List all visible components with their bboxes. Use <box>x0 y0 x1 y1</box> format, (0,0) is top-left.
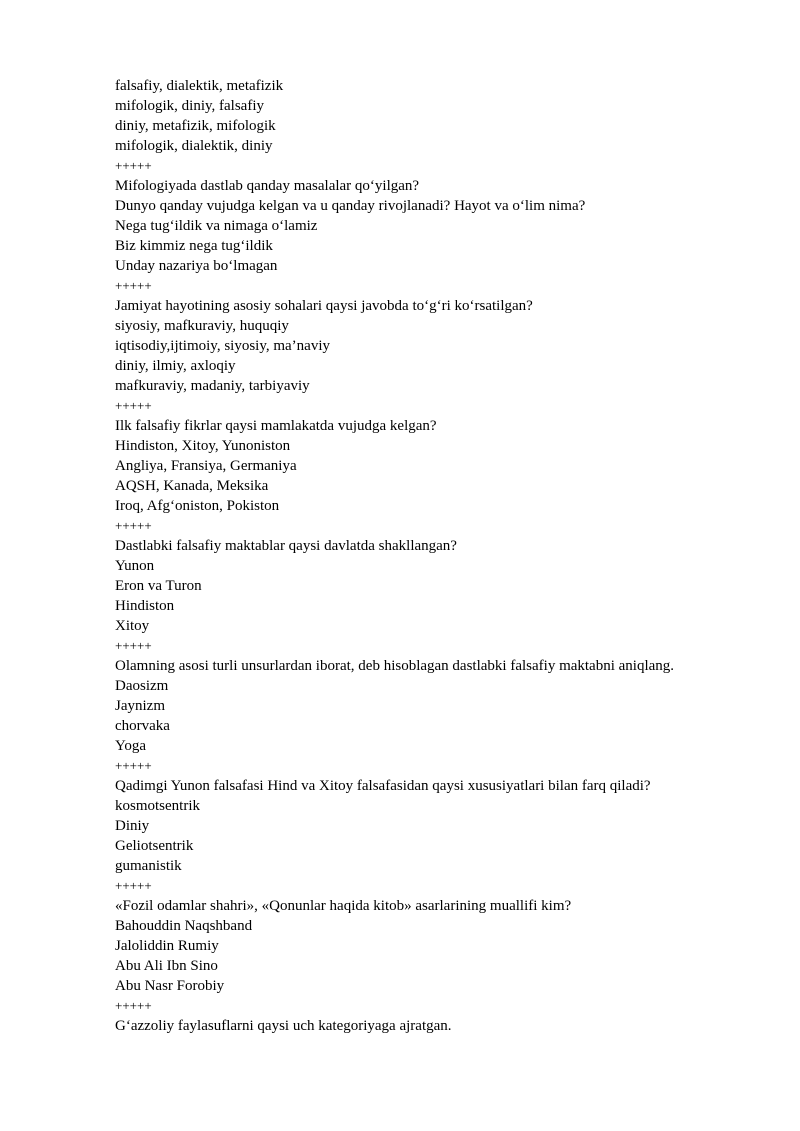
answer-option: iqtisodiy,ijtimoiy, siyosiy, ma’naviy <box>115 338 330 354</box>
question-text: G‘azzoliy faylasuflarni qaysi uch kategoriyaga ajratgan. <box>115 1018 452 1034</box>
question-separator: +++++ <box>115 998 152 1013</box>
question-separator: +++++ <box>115 758 152 773</box>
question-separator: +++++ <box>115 278 152 293</box>
answer-option: mafkuraviy, madaniy, tarbiyaviy <box>115 378 310 394</box>
answer-option: chorvaka <box>115 718 170 734</box>
answer-option: mifologik, diniy, falsafiy <box>115 98 265 114</box>
answer-option: Jaloliddin Rumiy <box>115 938 219 954</box>
question-text: Qadimgi Yunon falsafasi Hind va Xitoy falsafasidan qaysi xususiyatlari bilan farq qiladi? <box>115 778 651 794</box>
answer-option: Xitoy <box>115 618 150 634</box>
answer-option: Geliotsentrik <box>115 838 194 854</box>
question-text: Olamning asosi turli unsurlardan iborat, deb hisoblagan dastlabki falsafiy maktabni aniqlang. <box>115 658 675 674</box>
question-separator: +++++ <box>115 158 152 173</box>
question-separator: +++++ <box>115 878 152 893</box>
answer-option: Unday nazariya bo‘lmagan <box>115 258 278 274</box>
question-separator: +++++ <box>115 398 152 413</box>
question-separator: +++++ <box>115 518 152 533</box>
answer-option: Jaynizm <box>115 698 165 714</box>
answer-option: Yoga <box>115 738 146 754</box>
answer-option: diniy, metafizik, mifologik <box>115 118 276 134</box>
answer-option: Hindiston <box>115 598 175 614</box>
answer-option: AQSH, Kanada, Meksika <box>115 478 269 494</box>
document-text-block <box>115 76 775 1036</box>
answer-option: Angliya, Fransiya, Germaniya <box>115 458 297 474</box>
answer-option: gumanistik <box>115 858 182 874</box>
answer-option: Dunyo qanday vujudga kelgan va u qanday rivojlanadi? Hayot va o‘lim nima? <box>115 198 586 214</box>
answer-option: mifologik, dialektik, diniy <box>115 138 273 154</box>
question-text: Dastlabki falsafiy maktablar qaysi davlatda shakllangan? <box>115 538 457 554</box>
answer-option: Iroq, Afg‘oniston, Pokiston <box>115 498 280 514</box>
answer-option: diniy, ilmiy, axloqiy <box>115 358 236 374</box>
answer-option: Hindiston, Xitoy, Yunoniston <box>115 438 291 454</box>
question-text: «Fozil odamlar shahri», «Qonunlar haqida kitob» asarlarining muallifi kim? <box>115 898 572 914</box>
answer-option: Abu Nasr Forobiy <box>115 978 225 994</box>
answer-option: Bahouddin Naqshband <box>115 918 253 934</box>
answer-option: Yunon <box>115 558 155 574</box>
answer-option: falsafiy, dialektik, metafizik <box>115 78 284 94</box>
question-separator: +++++ <box>115 638 152 653</box>
question-text: Mifologiyada dastlab qanday masalalar qo‘yilgan? <box>115 178 420 194</box>
answer-option: Biz kimmiz nega tug‘ildik <box>115 238 273 254</box>
answer-option: Nega tug‘ildik va nimaga o‘lamiz <box>115 218 318 234</box>
answer-option: Abu Ali Ibn Sino <box>115 958 218 974</box>
answer-option: kosmotsentrik <box>115 798 200 814</box>
answer-option: Eron va Turon <box>115 578 202 594</box>
answer-option: Daosizm <box>115 678 169 694</box>
question-text: Jamiyat hayotining asosiy sohalari qaysi javobda to‘g‘ri ko‘rsatilgan? <box>115 298 533 314</box>
question-text: Ilk falsafiy fikrlar qaysi mamlakatda vujudga kelgan? <box>115 418 437 434</box>
answer-option: siyosiy, mafkuraviy, huquqiy <box>115 318 289 334</box>
answer-option: Diniy <box>115 818 150 834</box>
